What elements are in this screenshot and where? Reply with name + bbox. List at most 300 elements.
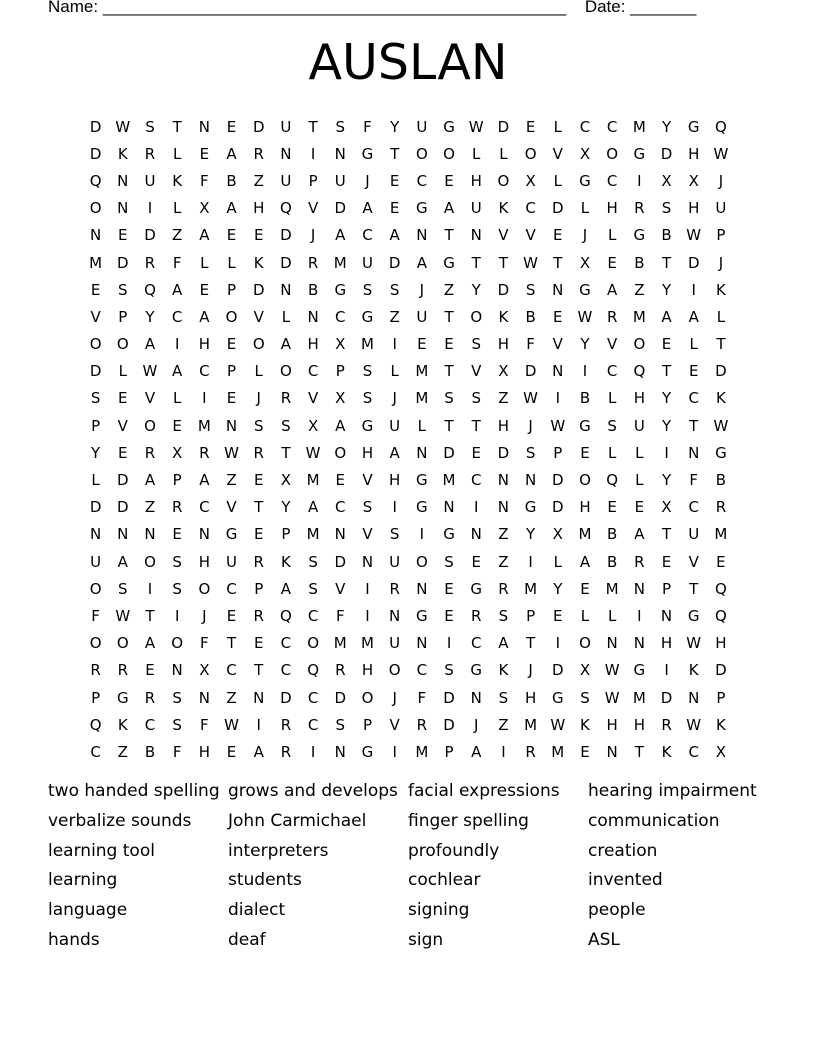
grid-letter: E <box>118 389 128 408</box>
grid-letter: X <box>579 661 591 680</box>
grid-letter: L <box>390 362 399 381</box>
grid-letter: T <box>498 253 508 272</box>
grid-letter: Z <box>117 742 128 761</box>
grid-letter: T <box>254 498 264 517</box>
grid-letter: O <box>633 335 646 354</box>
grid-letter: I <box>637 606 642 625</box>
grid-letter: S <box>172 688 182 707</box>
grid-letter: M <box>714 525 728 544</box>
grid-letter: N <box>633 579 645 598</box>
grid-letter: M <box>89 253 103 272</box>
grid-letter: L <box>553 117 562 136</box>
grid-letter: S <box>389 280 400 299</box>
grid-letter: Z <box>498 389 509 408</box>
name-label: Name: <box>48 0 99 16</box>
grid-letter: O <box>89 579 102 598</box>
grid-letter: C <box>606 171 618 190</box>
grid-row <box>82 630 735 657</box>
grid-letter: E <box>226 117 237 136</box>
grid-letter: A <box>471 742 482 761</box>
grid-letter: R <box>280 715 292 734</box>
grid-letter: C <box>144 715 156 734</box>
grid-letter: Y <box>580 335 590 354</box>
grid-letter: S <box>444 389 454 408</box>
grid-letter: C <box>335 498 346 517</box>
grid-letter: Q <box>89 171 102 190</box>
grid-letter: E <box>253 471 264 490</box>
grid-letter: F <box>417 688 427 707</box>
grid-letter: G <box>524 498 537 517</box>
grid-letter: N <box>89 226 102 245</box>
grid-letter: A <box>117 552 128 571</box>
grid-letter: M <box>415 742 429 761</box>
grid-letter: M <box>306 471 320 490</box>
grid-letter: A <box>389 443 400 462</box>
grid-letter: O <box>606 144 619 163</box>
grid-letter: Z <box>443 280 455 299</box>
grid-letter: O <box>579 471 591 490</box>
grid-letter: K <box>580 715 590 734</box>
grid-letter: W <box>468 117 484 136</box>
grid-letter: X <box>498 362 509 381</box>
word-list-item: finger spelling <box>408 810 529 831</box>
grid-letter: Y <box>471 280 481 299</box>
grid-letter: G <box>361 742 374 761</box>
grid-letter: M <box>333 634 347 653</box>
letter-grid <box>82 113 735 766</box>
grid-letter: E <box>525 117 536 136</box>
grid-letter: B <box>579 389 591 408</box>
grid-letter: L <box>607 389 617 408</box>
grid-letter: O <box>470 307 483 326</box>
grid-letter: U <box>144 171 156 190</box>
grid-letter: M <box>306 525 320 544</box>
grid-row <box>82 276 735 303</box>
grid-letter: H <box>688 144 700 163</box>
word-list-item: language <box>48 900 128 921</box>
grid-letter: Y <box>145 307 155 326</box>
grid-letter: V <box>552 335 563 354</box>
grid-letter: M <box>632 688 646 707</box>
grid-letter: X <box>579 144 591 163</box>
word-list-item: people <box>588 900 646 921</box>
grid-letter: A <box>634 525 645 544</box>
grid-letter: C <box>525 199 536 218</box>
grid-letter: F <box>335 606 345 625</box>
grid-letter: E <box>580 443 590 462</box>
grid-row <box>82 548 735 575</box>
grid-letter: K <box>498 307 509 326</box>
grid-letter: R <box>280 389 292 408</box>
word-list-item: invented <box>588 870 663 891</box>
grid-letter: C <box>579 117 591 136</box>
grid-letter: A <box>199 307 210 326</box>
grid-letter: C <box>362 226 373 245</box>
grid-letter: C <box>280 634 292 653</box>
grid-letter: H <box>470 171 482 190</box>
grid-letter: G <box>361 416 374 435</box>
grid-letter: E <box>389 171 400 190</box>
grid-letter: A <box>144 335 156 354</box>
grid-letter: N <box>443 498 455 517</box>
grid-letter: D <box>280 688 292 707</box>
grid-letter: A <box>144 634 156 653</box>
grid-letter: K <box>688 661 699 680</box>
grid-letter: H <box>715 634 727 653</box>
grid-letter: T <box>689 416 699 435</box>
word-list-item: interpreters <box>228 840 329 861</box>
grid-letter: M <box>551 742 565 761</box>
grid-letter: X <box>579 253 591 272</box>
grid-letter: V <box>117 416 128 435</box>
grid-letter: J <box>256 389 261 408</box>
grid-letter: T <box>281 443 291 462</box>
grid-letter: T <box>444 362 454 381</box>
grid-letter: S <box>118 280 128 299</box>
grid-letter: N <box>307 307 319 326</box>
grid-letter: O <box>171 634 184 653</box>
grid-letter: X <box>661 498 672 517</box>
grid-letter: Z <box>144 498 156 517</box>
grid-row <box>82 466 735 493</box>
grid-letter: G <box>687 117 700 136</box>
grid-letter: O <box>579 634 591 653</box>
grid-letter: G <box>579 416 591 435</box>
grid-letter: K <box>715 280 726 299</box>
grid-letter: Z <box>634 280 645 299</box>
grid-letter: X <box>525 171 536 190</box>
grid-letter: S <box>525 280 536 299</box>
grid-letter: B <box>307 280 319 299</box>
grid-letter: F <box>200 634 209 653</box>
grid-row <box>82 249 735 276</box>
grid-letter: X <box>552 525 563 544</box>
grid-row <box>82 113 735 140</box>
grid-letter: C <box>470 634 482 653</box>
grid-letter: V <box>253 307 264 326</box>
grid-letter: E <box>172 525 182 544</box>
grid-letter: E <box>634 498 645 517</box>
grid-letter: C <box>226 661 237 680</box>
grid-letter: P <box>716 226 726 245</box>
grid-letter: L <box>607 226 617 245</box>
grid-letter: L <box>553 171 562 190</box>
grid-letter: N <box>334 525 346 544</box>
grid-letter: N <box>416 443 428 462</box>
grid-letter: E <box>253 525 264 544</box>
grid-letter: A <box>362 199 373 218</box>
grid-letter: O <box>497 171 510 190</box>
grid-letter: N <box>470 525 482 544</box>
grid-letter: S <box>498 688 509 707</box>
grid-letter: E <box>444 171 454 190</box>
grid-letter: V <box>362 525 373 544</box>
grid-letter: E <box>471 552 481 571</box>
grid-letter: C <box>606 362 618 381</box>
grid-letter: N <box>660 606 673 625</box>
grid-letter: V <box>389 715 400 734</box>
grid-letter: T <box>471 253 481 272</box>
grid-letter: O <box>225 307 238 326</box>
grid-letter: E <box>471 443 481 462</box>
grid-letter: F <box>689 471 699 490</box>
grid-letter: X <box>715 742 727 761</box>
grid-letter: I <box>174 335 180 354</box>
grid-letter: C <box>90 742 101 761</box>
grid-letter: A <box>307 498 319 517</box>
grid-row <box>82 494 735 521</box>
grid-letter: X <box>199 661 210 680</box>
grid-letter: U <box>688 525 700 544</box>
grid-letter: R <box>335 661 346 680</box>
grid-letter: T <box>716 335 726 354</box>
grid-letter: X <box>172 443 183 462</box>
grid-letter: E <box>226 742 237 761</box>
grid-letter: R <box>715 498 727 517</box>
grid-letter: D <box>552 199 564 218</box>
grid-letter: I <box>365 579 370 598</box>
name-field <box>48 0 566 17</box>
grid-letter: E <box>661 552 672 571</box>
word-list-item: dialect <box>228 900 286 921</box>
grid-letter: E <box>688 362 699 381</box>
grid-letter: I <box>501 742 506 761</box>
grid-letter: W <box>523 389 539 408</box>
word-list-item: hearing impairment <box>588 781 757 801</box>
grid-letter: G <box>470 579 483 598</box>
grid-letter: N <box>416 579 428 598</box>
grid-letter: G <box>633 226 646 245</box>
grid-letter: C <box>307 362 319 381</box>
grid-letter: J <box>392 688 397 707</box>
grid-letter: A <box>661 307 672 326</box>
grid-letter: N <box>225 416 238 435</box>
grid-letter: V <box>226 498 237 517</box>
grid-letter: N <box>416 634 428 653</box>
grid-letter: R <box>90 661 101 680</box>
grid-letter: Q <box>307 661 319 680</box>
grid-letter: Z <box>226 471 237 490</box>
grid-letter: D <box>89 498 102 517</box>
grid-letter: Y <box>661 117 672 136</box>
grid-letter: H <box>253 199 265 218</box>
grid-letter: G <box>715 443 727 462</box>
grid-letter: E <box>580 742 590 761</box>
grid-row <box>82 575 735 602</box>
grid-letter: R <box>307 253 319 272</box>
grid-letter: D <box>117 253 129 272</box>
grid-letter: W <box>224 715 239 734</box>
grid-letter: L <box>689 335 698 354</box>
grid-letter: B <box>661 226 672 245</box>
grid-letter: G <box>443 253 455 272</box>
grid-letter: H <box>688 199 700 218</box>
grid-letter: N <box>389 606 401 625</box>
grid-letter: R <box>253 606 264 625</box>
grid-letter: I <box>664 443 669 462</box>
worksheet-header <box>48 0 696 17</box>
grid-letter: G <box>579 171 591 190</box>
grid-letter: L <box>417 416 427 435</box>
grid-letter: U <box>633 416 645 435</box>
grid-letter: J <box>365 171 370 190</box>
grid-letter: A <box>688 307 699 326</box>
grid-letter: B <box>525 307 536 326</box>
grid-letter: I <box>664 661 669 680</box>
grid-letter: V <box>144 389 156 408</box>
grid-letter: N <box>198 117 210 136</box>
grid-letter: D <box>552 471 564 490</box>
grid-letter: D <box>443 443 455 462</box>
grid-letter: W <box>686 226 702 245</box>
grid-letter: D <box>117 498 129 517</box>
word-list-item: communication <box>588 810 720 831</box>
grid-letter: G <box>361 307 374 326</box>
grid-letter: R <box>144 144 156 163</box>
grid-letter: C <box>307 688 319 707</box>
word-list-item: cochlear <box>408 870 481 891</box>
grid-letter: C <box>416 661 428 680</box>
grid-letter: N <box>171 661 183 680</box>
grid-letter: E <box>226 389 237 408</box>
grid-letter: Q <box>715 117 727 136</box>
grid-letter: S <box>362 498 373 517</box>
grid-letter: C <box>307 606 319 625</box>
grid-letter: V <box>90 307 101 326</box>
grid-letter: A <box>199 226 210 245</box>
grid-letter: K <box>498 199 509 218</box>
grid-letter: R <box>253 443 264 462</box>
grid-letter: A <box>280 579 292 598</box>
grid-letter: Q <box>633 362 646 381</box>
grid-letter: K <box>117 715 128 734</box>
grid-letter: X <box>688 171 699 190</box>
grid-letter: K <box>253 253 264 272</box>
grid-letter: E <box>389 199 400 218</box>
grid-letter: G <box>225 525 238 544</box>
grid-letter: P <box>227 280 237 299</box>
date-line: _______ <box>630 0 697 16</box>
word-list-item: learning <box>48 870 118 891</box>
grid-letter: P <box>662 579 672 598</box>
grid-letter: I <box>419 525 425 544</box>
grid-letter: A <box>416 253 427 272</box>
grid-row <box>82 303 735 330</box>
grid-letter: U <box>226 552 238 571</box>
grid-letter: N <box>89 525 102 544</box>
grid-letter: Q <box>144 280 156 299</box>
grid-letter: Q <box>89 715 102 734</box>
grid-letter: G <box>633 661 646 680</box>
grid-letter: I <box>392 742 397 761</box>
grid-letter: A <box>280 335 292 354</box>
grid-letter: C <box>199 362 210 381</box>
grid-letter: A <box>253 742 264 761</box>
grid-letter: S <box>281 416 291 435</box>
grid-letter: H <box>633 715 645 734</box>
grid-letter: I <box>392 335 397 354</box>
grid-letter: G <box>116 688 129 707</box>
grid-letter: J <box>419 280 425 299</box>
grid-letter: E <box>607 253 617 272</box>
grid-letter: T <box>444 307 454 326</box>
grid-letter: S <box>172 552 182 571</box>
word-list-item: grows and develops <box>228 781 398 801</box>
grid-letter: I <box>691 280 696 299</box>
grid-letter: T <box>145 606 155 625</box>
grid-letter: O <box>144 416 156 435</box>
grid-letter: O <box>415 144 428 163</box>
grid-letter: N <box>198 688 210 707</box>
grid-letter: E <box>199 144 210 163</box>
grid-letter: E <box>335 471 346 490</box>
grid-letter: N <box>280 144 292 163</box>
word-list-item: facial expressions <box>408 781 560 801</box>
grid-letter: P <box>526 606 536 625</box>
grid-letter: C <box>226 579 237 598</box>
grid-letter: L <box>472 144 481 163</box>
grid-letter: Y <box>526 525 536 544</box>
grid-letter: T <box>661 525 672 544</box>
grid-letter: R <box>199 443 210 462</box>
grid-letter: P <box>444 742 454 761</box>
grid-letter: G <box>416 498 428 517</box>
page-title: AUSLAN <box>308 34 508 91</box>
grid-letter: B <box>226 171 237 190</box>
grid-letter: N <box>524 471 537 490</box>
grid-row <box>82 711 735 738</box>
grid-letter: H <box>579 498 591 517</box>
grid-letter: C <box>688 498 699 517</box>
grid-row <box>82 222 735 249</box>
grid-letter: U <box>389 416 401 435</box>
grid-letter: K <box>117 144 128 163</box>
grid-letter: N <box>497 498 510 517</box>
grid-letter: G <box>416 471 428 490</box>
grid-row <box>82 657 735 684</box>
grid-letter: X <box>335 389 346 408</box>
grid-letter: M <box>360 634 374 653</box>
grid-letter: V <box>335 579 346 598</box>
grid-letter: L <box>580 199 590 218</box>
grid-letter: I <box>555 389 560 408</box>
grid-letter: I <box>474 498 479 517</box>
grid-letter: L <box>172 389 182 408</box>
grid-letter: I <box>256 715 261 734</box>
grid-letter: E <box>580 579 590 598</box>
grid-row <box>82 358 735 385</box>
grid-letter: D <box>443 715 455 734</box>
grid-letter: D <box>117 471 129 490</box>
grid-letter: D <box>252 117 265 136</box>
grid-letter: D <box>252 280 265 299</box>
grid-letter: M <box>632 117 646 136</box>
grid-letter: T <box>226 634 237 653</box>
grid-letter: E <box>417 335 427 354</box>
grid-letter: K <box>661 742 672 761</box>
grid-letter: A <box>144 471 156 490</box>
grid-letter: N <box>606 742 618 761</box>
grid-letter: A <box>226 199 237 218</box>
grid-letter: T <box>444 226 454 245</box>
grid-letter: H <box>633 389 645 408</box>
grid-letter: G <box>687 606 700 625</box>
grid-letter: D <box>280 253 292 272</box>
grid-letter: E <box>118 443 128 462</box>
grid-letter: R <box>144 253 156 272</box>
grid-letter: E <box>553 226 563 245</box>
grid-letter: P <box>335 362 345 381</box>
